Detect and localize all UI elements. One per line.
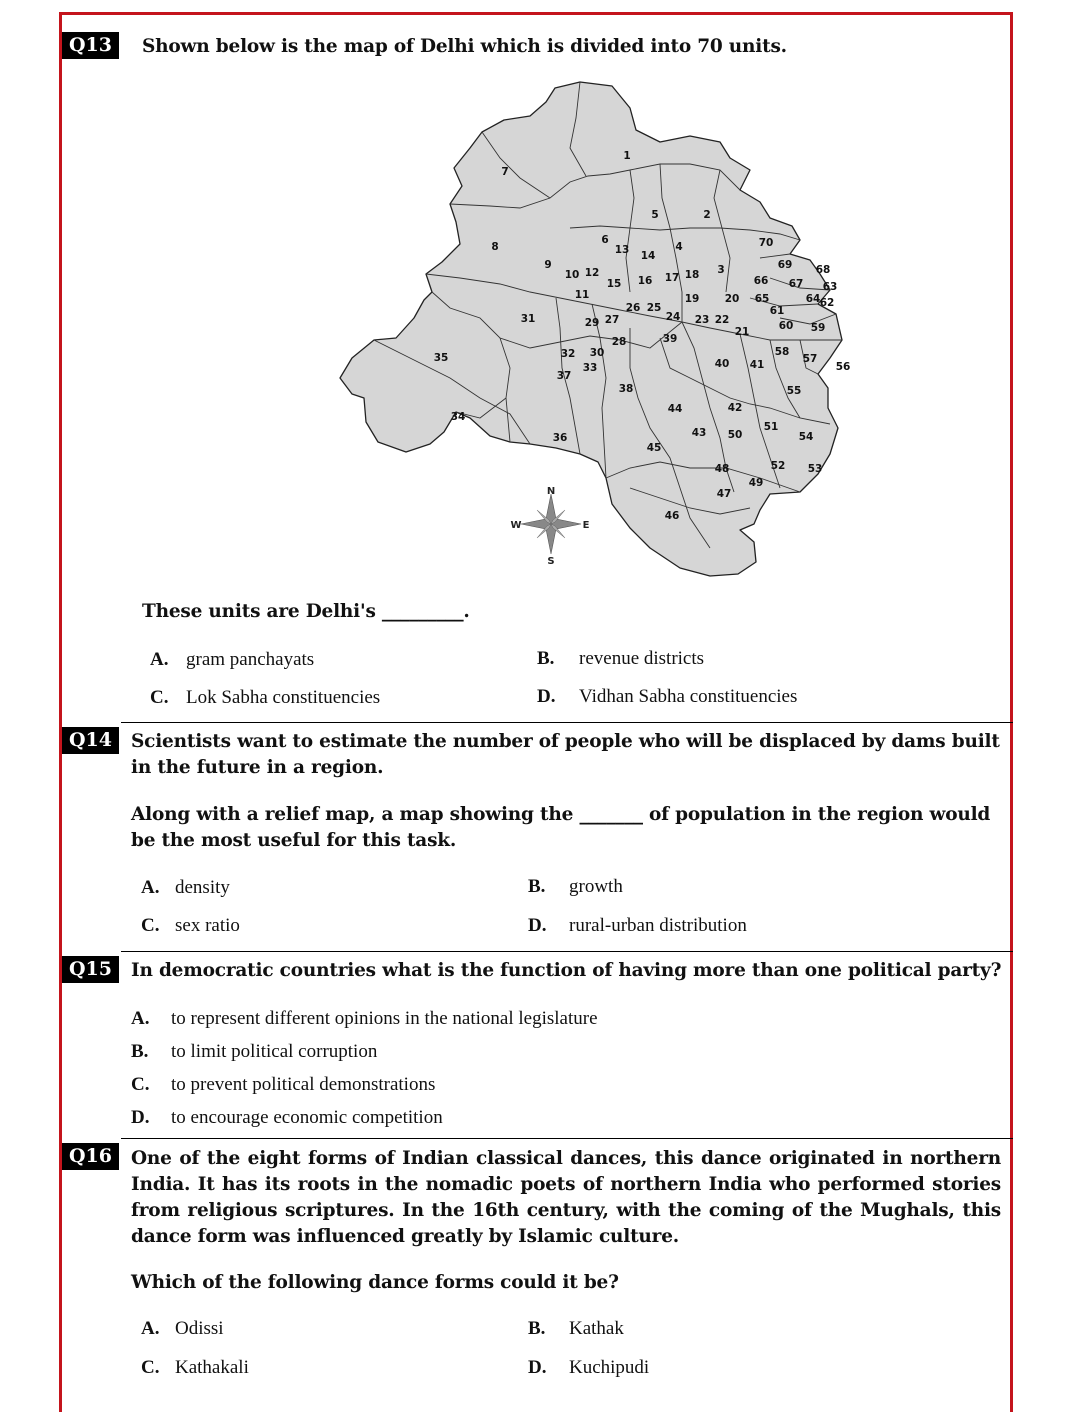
separator xyxy=(121,722,1013,723)
unit-label: 31 xyxy=(520,313,536,325)
unit-label: 14 xyxy=(640,250,656,262)
unit-label: 49 xyxy=(748,477,764,489)
unit-label: 70 xyxy=(758,237,774,249)
q13-option-d[interactable]: D. Vidhan Sabha constituencies xyxy=(537,686,798,707)
unit-label: 8 xyxy=(491,241,499,253)
q14-option-b[interactable]: B. growth xyxy=(528,876,623,897)
unit-label: 26 xyxy=(625,302,641,314)
unit-label: 10 xyxy=(564,269,580,281)
unit-label: 32 xyxy=(560,348,576,360)
unit-label: 23 xyxy=(694,314,710,326)
unit-label: 22 xyxy=(714,314,730,326)
unit-label: 66 xyxy=(753,275,769,287)
q15-option-a[interactable]: A. to represent different opinions in the national legislature xyxy=(131,1008,598,1029)
q13-option-b[interactable]: B. revenue districts xyxy=(537,648,705,669)
unit-label: 69 xyxy=(777,259,793,271)
q14-option-c[interactable]: C. sex ratio xyxy=(141,915,240,936)
unit-label: 18 xyxy=(684,269,700,281)
unit-label: 4 xyxy=(675,241,683,253)
compass-rose-icon xyxy=(510,486,589,567)
unit-label: 36 xyxy=(552,432,568,444)
unit-label: 27 xyxy=(604,314,620,326)
unit-label: 56 xyxy=(835,361,851,373)
unit-label: 19 xyxy=(684,293,700,305)
unit-label: 62 xyxy=(819,297,835,309)
q14-option-a[interactable]: A. density xyxy=(141,877,230,898)
q14-question: Along with a relief map, a map showing the _______ of population in the region would be the most useful for this task. xyxy=(131,804,991,851)
unit-label: 35 xyxy=(433,352,449,364)
unit-label: 3 xyxy=(717,264,725,276)
unit-label: 63 xyxy=(822,281,838,293)
q14-tag: Q14 xyxy=(62,727,119,754)
unit-label: 38 xyxy=(618,383,634,395)
unit-label: 45 xyxy=(646,442,662,454)
q16-option-c[interactable]: C. Kathakali xyxy=(141,1357,249,1378)
unit-label: 47 xyxy=(716,488,732,500)
unit-label: 5 xyxy=(651,209,659,221)
unit-label: 55 xyxy=(786,385,802,397)
unit-label: 7 xyxy=(501,166,509,178)
unit-label: 15 xyxy=(606,278,622,290)
q16-tag: Q16 xyxy=(62,1143,119,1170)
separator xyxy=(121,1138,1013,1139)
unit-label: 60 xyxy=(778,320,794,332)
separator xyxy=(121,951,1013,952)
unit-label: 65 xyxy=(754,293,770,305)
q13-question: These units are Delhi's _________. xyxy=(142,601,470,622)
unit-label: 30 xyxy=(589,347,605,359)
unit-label: 42 xyxy=(727,402,743,414)
unit-label: 51 xyxy=(763,421,779,433)
unit-label: 37 xyxy=(556,370,572,382)
unit-label: 40 xyxy=(714,358,730,370)
q15-option-c[interactable]: C. to prevent political demonstrations xyxy=(131,1074,436,1095)
q15-option-d[interactable]: D. to encourage economic competition xyxy=(131,1107,443,1128)
unit-label: 48 xyxy=(714,463,730,475)
unit-label: 11 xyxy=(574,289,590,301)
unit-label: 17 xyxy=(664,272,680,284)
unit-label: 57 xyxy=(802,353,818,365)
compass-n: N xyxy=(546,486,556,497)
unit-label: 61 xyxy=(769,305,785,317)
unit-label: 9 xyxy=(544,259,552,271)
unit-label: 34 xyxy=(450,411,466,423)
unit-label: 28 xyxy=(611,336,627,348)
unit-label: 33 xyxy=(582,362,598,374)
unit-label: 1 xyxy=(623,150,631,162)
delhi-map xyxy=(330,78,860,578)
q16-option-a[interactable]: A. Odissi xyxy=(141,1318,224,1339)
compass-s: S xyxy=(547,556,555,567)
unit-label: 12 xyxy=(584,267,600,279)
unit-label: 59 xyxy=(810,322,826,334)
q15-stem: In democratic countries what is the function of having more than one political party? xyxy=(131,960,1002,981)
q15-tag: Q15 xyxy=(62,956,119,983)
q16-stem: One of the eight forms of Indian classical dances, this dance originated in northern India. It has its roots in the nomadic poets of northern India who performed stories from religious scriptures. In the 16th century, with the coming of the Mughals, this dance form was influenced greatly by Islamic culture. xyxy=(131,1148,1001,1247)
unit-label: 53 xyxy=(807,463,823,475)
q16-option-b[interactable]: B. Kathak xyxy=(528,1318,624,1339)
unit-label: 24 xyxy=(665,311,681,323)
unit-label: 41 xyxy=(749,359,765,371)
unit-label: 50 xyxy=(727,429,743,441)
unit-label: 21 xyxy=(734,326,750,338)
unit-label: 44 xyxy=(667,403,683,415)
q14-stem: Scientists want to estimate the number of people who will be displaced by dams built in the future in a region. xyxy=(131,731,1000,778)
unit-label: 52 xyxy=(770,460,786,472)
unit-label: 64 xyxy=(805,293,821,305)
unit-label: 58 xyxy=(774,346,790,358)
unit-label: 2 xyxy=(703,209,711,221)
unit-label: 46 xyxy=(664,510,680,522)
q13-stem: Shown below is the map of Delhi which is divided into 70 units. xyxy=(142,36,787,57)
unit-label: 43 xyxy=(691,427,707,439)
map-outline xyxy=(340,82,842,576)
unit-label: 54 xyxy=(798,431,814,443)
q13-option-a[interactable]: A. gram panchayats xyxy=(150,649,315,670)
q14-option-d[interactable]: D. rural-urban distribution xyxy=(528,915,747,936)
unit-label: 67 xyxy=(788,278,804,290)
unit-label: 29 xyxy=(584,317,600,329)
q13-option-c[interactable]: C. Lok Sabha constituencies xyxy=(150,687,381,708)
q16-question: Which of the following dance forms could it be? xyxy=(131,1272,619,1293)
q13-tag: Q13 xyxy=(62,32,119,59)
compass-w: W xyxy=(510,520,522,531)
unit-label: 6 xyxy=(601,234,609,246)
q15-option-b[interactable]: B. to limit political corruption xyxy=(131,1041,378,1062)
unit-label: 20 xyxy=(724,293,740,305)
unit-label: 25 xyxy=(646,302,662,314)
unit-label: 13 xyxy=(614,244,630,256)
q16-option-d[interactable]: D. Kuchipudi xyxy=(528,1357,650,1378)
unit-label: 16 xyxy=(637,275,653,287)
compass-e: E xyxy=(582,520,590,531)
unit-label: 39 xyxy=(662,333,678,345)
unit-label: 68 xyxy=(815,264,831,276)
